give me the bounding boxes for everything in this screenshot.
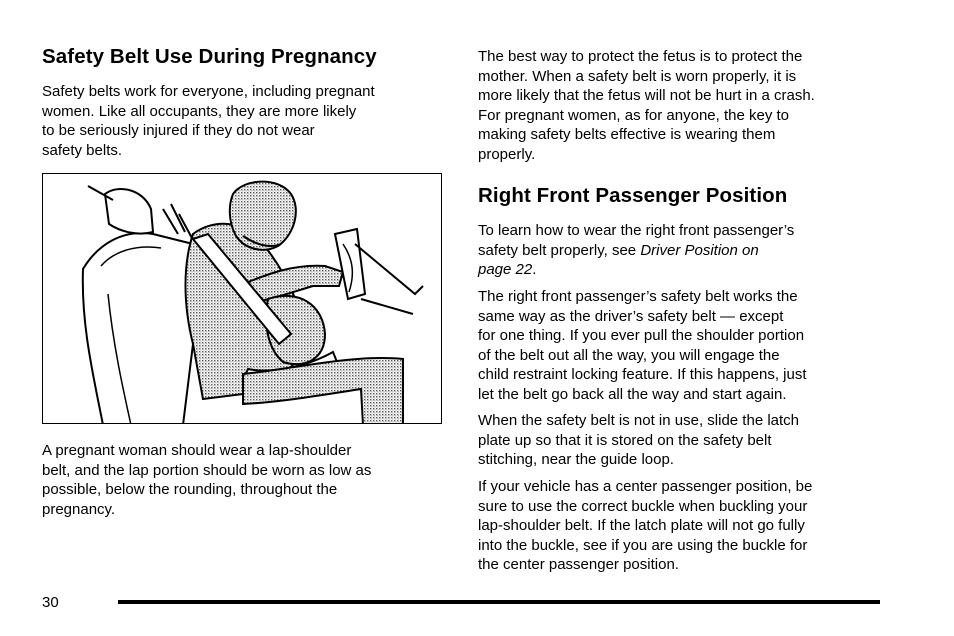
text-line: The right front passenger’s safety belt works the: [478, 288, 798, 305]
text-line: let the belt go back all the way and start again.: [478, 385, 787, 403]
text-line: [478, 241, 878, 261]
text-line: the center passenger position.: [478, 556, 679, 574]
text-line: plate up so that it is stored on the safety belt: [478, 431, 772, 449]
text-line: properly.: [478, 145, 536, 163]
text-line: for one thing. If you ever pull the shoulder portion: [478, 327, 805, 345]
text-line: mother. When a safety belt is worn properly, it is: [478, 67, 797, 85]
section-heading-passenger: Right Front Passenger Position: [478, 184, 788, 207]
text-line: same way as the driver’s safety belt — except: [478, 307, 784, 325]
locking-feature-paragraph: [478, 287, 878, 405]
text-fragment: safety belt properly, see: [478, 241, 641, 259]
reference-paragraph: [478, 221, 878, 280]
text-line: to be seriously injured if they do not wear: [42, 122, 315, 140]
text-line: women. Like all occupants, they are more likely: [42, 102, 357, 120]
text-line: possible, below the rounding, throughout the: [42, 481, 338, 499]
text-line: When the safety belt is not in use, slide the latch: [478, 412, 800, 429]
seat-back: [83, 233, 203, 424]
pregnant-woman-seatbelt-illustration: [42, 173, 442, 424]
text-line: Safety belts work for everyone, including pregnant: [42, 83, 375, 100]
center-position-paragraph: [478, 477, 878, 575]
section-heading-pregnancy: Safety Belt Use During Pregnancy: [42, 45, 377, 68]
text-line: For pregnant women, as for anyone, the key to: [478, 106, 790, 124]
text-line: into the buckle, see if you are using the buckle for: [478, 536, 808, 554]
text-fragment: .: [532, 261, 537, 279]
woman-head: [230, 182, 296, 250]
dashboard: [355, 244, 423, 294]
text-line: safety belts.: [42, 141, 123, 159]
cross-reference-link[interactable]: Driver Position on: [640, 241, 759, 259]
text-line: of the belt out all the way, you will engage the: [478, 346, 780, 364]
fetus-protection-paragraph: [478, 47, 878, 165]
intro-paragraph: [42, 82, 446, 160]
text-line: A pregnant woman should wear a lap-shoulder: [42, 442, 352, 459]
figure-caption: [42, 441, 446, 519]
text-line: belt, and the lap portion should be worn as low as: [42, 461, 372, 479]
text-line: If your vehicle has a center passenger position, be: [478, 478, 813, 495]
page-number: 30: [42, 594, 59, 611]
text-line: lap-shoulder belt. If the latch plate will not go fully: [478, 517, 805, 535]
text-line: sure to use the correct buckle when buckling your: [478, 497, 808, 515]
text-line: To learn how to wear the right front passenger’s: [478, 222, 795, 239]
text-line: more likely that the fetus will not be hurt in a crash.: [478, 87, 815, 105]
text-line: The best way to protect the fetus is to protect the: [478, 48, 803, 65]
cross-reference-page[interactable]: page 22: [478, 261, 533, 279]
text-line: child restraint locking feature. If this happens, just: [478, 366, 807, 384]
text-line: stitching, near the guide loop.: [478, 451, 674, 469]
text-line: [478, 260, 878, 280]
text-line: pregnancy.: [42, 500, 116, 518]
headrest: [105, 189, 153, 234]
text-line: making safety belts effective is wearing them: [478, 126, 776, 144]
latch-plate-paragraph: [478, 411, 878, 470]
footer-rule: [118, 600, 880, 604]
illustration-svg: [43, 174, 442, 424]
